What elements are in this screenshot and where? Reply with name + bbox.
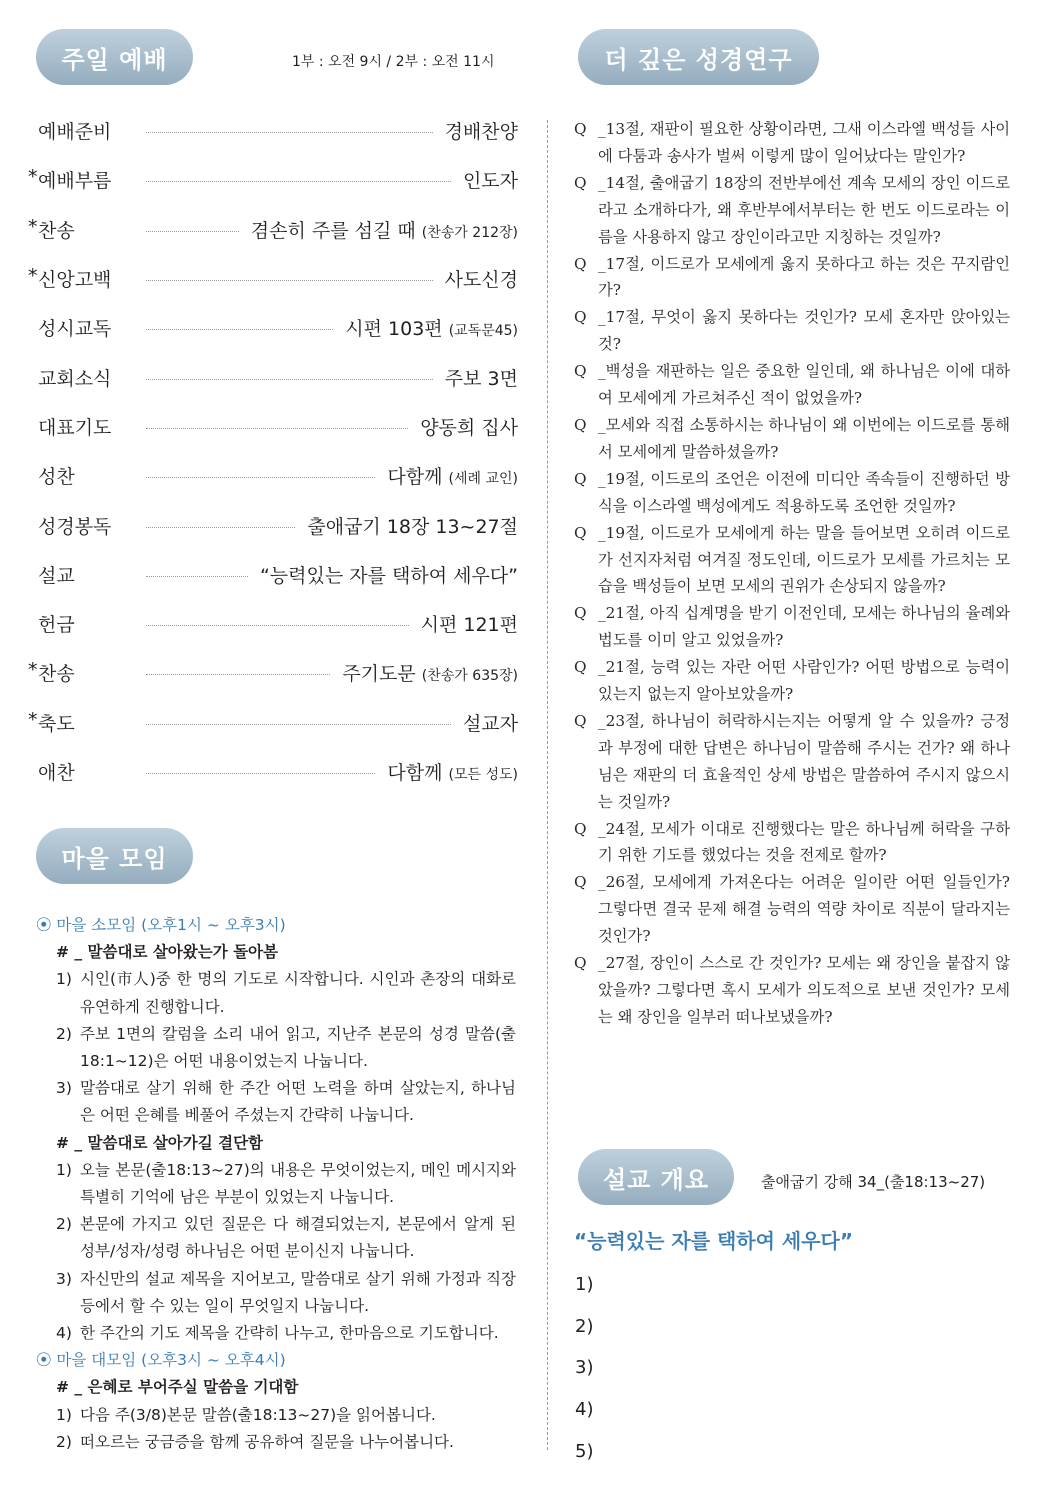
order-row <box>28 648 518 697</box>
large-meeting-items <box>36 1402 516 1456</box>
study-question <box>574 520 1010 601</box>
dotted-leader <box>146 280 433 281</box>
order-value-text: “능력있는 자를 택하여 세우다” <box>259 564 518 587</box>
question-text: _19절, 이드로의 조언은 이전에 미디안 족속들이 진행하던 방식을 이스라엘 백성에게도 적용하도록 조언한 것일까? <box>598 469 1010 515</box>
small-meeting-groups <box>36 939 516 1347</box>
question-text: _17절, 무엇이 옳지 못하다는 것인가? 모세 혼자만 앉아있는 것? <box>598 308 1010 354</box>
order-label <box>28 265 134 292</box>
question-text: _23절, 하나님이 허락하시는지는 어떻게 알 수 있을까? 긍정과 부정에 대한 답변은 하나님이 말씀해 주시는 건가? 왜 하나님은 재판의 더 효율적인 상세 방법은 말씀하여 주시지 않으시는 것일까? <box>598 711 1010 811</box>
list-item-number: 2) <box>56 1215 72 1234</box>
order-row <box>28 155 518 204</box>
order-value-text: 양동희 집사 <box>420 416 518 439</box>
sermon-headline: “능력있는 자를 택하여 세우다” <box>574 1229 854 1253</box>
order-label <box>28 166 134 193</box>
order-row <box>28 599 518 648</box>
order-label-text: 애찬 <box>38 762 75 784</box>
list-item-number: 3) <box>56 1079 72 1098</box>
order-row <box>28 254 518 303</box>
question-mark: Q <box>574 873 587 892</box>
order-label-text: 신앙고백 <box>38 269 112 292</box>
question-text: _21절, 아직 십계명을 받기 이전인데, 모세는 하나님의 율례와 법도를 이미 알고 있었을까? <box>598 604 1010 650</box>
column-divider <box>547 120 548 1450</box>
small-meeting-subheading: # _ 말씀대로 살아왔는가 돌아봄 <box>56 943 278 962</box>
order-value <box>420 413 518 440</box>
order-label <box>28 364 134 391</box>
order-row <box>28 500 518 549</box>
list-item-number: 2) <box>56 1432 72 1451</box>
order-label <box>28 462 134 489</box>
order-value-text: 겸손히 주를 섬길 때 <box>250 219 416 242</box>
study-section-title: 더 깊은 성경연구 <box>578 29 819 85</box>
study-question <box>574 358 1010 412</box>
order-row <box>28 747 518 796</box>
dotted-leader <box>146 527 295 528</box>
dotted-leader <box>146 576 248 577</box>
order-value <box>307 512 518 539</box>
sermon-section-title: 설교 개요 <box>578 1149 734 1205</box>
order-value-text: 인도자 <box>462 170 518 193</box>
dotted-leader <box>146 132 433 133</box>
order-value <box>251 216 518 243</box>
question-text: _백성을 재판하는 일은 중요한 일인데, 왜 하나님은 이에 대하여 모세에게 가르쳐주신 적이 없었을까? <box>598 362 1010 408</box>
required-star: * <box>28 659 38 682</box>
order-label-text: 성찬 <box>38 466 75 489</box>
study-question <box>574 708 1010 816</box>
study-question <box>574 600 1010 654</box>
dotted-leader <box>146 181 451 182</box>
order-row <box>28 451 518 500</box>
question-mark: Q <box>574 523 587 542</box>
order-label-text: 축도 <box>38 712 75 735</box>
dotted-leader <box>146 724 451 725</box>
study-question <box>574 116 1010 170</box>
required-star: * <box>28 166 38 189</box>
order-value <box>445 265 518 292</box>
outline-point: 1) <box>575 1274 594 1296</box>
question-mark: Q <box>574 254 587 273</box>
question-mark: Q <box>574 173 587 192</box>
order-value-text: 시편 121편 <box>420 614 518 637</box>
required-star: * <box>28 708 38 731</box>
list-item-number: 1) <box>56 970 72 989</box>
order-of-service <box>28 106 518 796</box>
order-value <box>345 314 518 341</box>
order-value <box>387 758 518 785</box>
question-text: _14절, 출애굽기 18장의 전반부에선 계속 모세의 장인 이드로라고 소개하다가, 왜 후반부에서부터는 한 번도 이드로라는 이름을 사용하지 않고 장인이라고만 지칭하는 것일까? <box>598 173 1010 246</box>
order-value <box>421 610 518 637</box>
order-label-text: 찬송 <box>38 219 75 242</box>
list-item-text: 다음 주(3/8)본문 말씀(출18:13~27)을 읽어봅니다. <box>80 1405 436 1424</box>
order-row <box>28 698 518 747</box>
dotted-leader <box>146 428 408 429</box>
order-value-text: 다함께 <box>387 762 443 784</box>
order-row <box>28 106 518 155</box>
study-questions <box>574 116 1010 1031</box>
list-item <box>36 1021 516 1075</box>
study-question <box>574 654 1010 708</box>
worship-section-title: 주일 예배 <box>36 29 193 85</box>
order-label-text: 성시교독 <box>38 318 112 341</box>
outline-point: 2) <box>575 1315 594 1337</box>
small-meeting-subheading: # _ 말씀대로 살아가길 결단함 <box>56 1133 264 1152</box>
list-item-number: 1) <box>56 1160 72 1179</box>
question-mark: Q <box>574 658 587 677</box>
order-value-text: 시편 103편 <box>345 318 443 341</box>
dotted-leader <box>146 773 375 774</box>
order-value <box>260 561 518 588</box>
order-label-text: 헌금 <box>38 614 75 637</box>
list-item <box>36 966 516 1020</box>
sermon-outline <box>575 1264 593 1472</box>
service-times: 1부 : 오전 9시 / 2부 : 오전 11시 <box>292 54 495 70</box>
order-value-note: (찬송가 212장) <box>421 224 518 241</box>
order-label-text: 성경봉독 <box>38 515 112 538</box>
outline-point: 5) <box>575 1440 594 1462</box>
order-value-text: 사도신경 <box>444 269 518 292</box>
question-text: _모세와 직접 소통하시는 하나님이 왜 이번에는 이드로를 통해서 모세에게 말씀하셨을까? <box>598 415 1010 461</box>
dotted-leader <box>146 674 330 675</box>
order-label <box>28 413 134 440</box>
sermon-reference: 출애굽기 강해 34_(출18:13~27) <box>761 1173 986 1191</box>
order-value <box>342 659 518 686</box>
question-mark: Q <box>574 120 587 138</box>
order-value <box>463 709 518 736</box>
question-mark: Q <box>574 604 587 623</box>
order-value-text: 다함께 <box>387 466 443 489</box>
study-question <box>574 304 1010 358</box>
question-text: _13절, 재판이 필요한 상황이라면, 그새 이스라엘 백성들 사이에 다툼과 송사가 벌써 이렇게 많이 일어났다는 말인가? <box>598 120 1010 165</box>
order-value-note: (모든 성도) <box>448 767 518 783</box>
study-question <box>574 816 1010 870</box>
question-mark: Q <box>574 954 587 973</box>
required-star: * <box>28 265 38 288</box>
order-value-note: (찬송가 635장) <box>421 668 518 685</box>
list-item-number: 4) <box>56 1324 72 1343</box>
dotted-leader <box>146 625 409 626</box>
order-label-text: 대표기도 <box>38 416 112 439</box>
list-item-text: 주보 1면의 칼럼을 소리 내어 읽고, 지난주 본문의 성경 말씀(출18:1~12)은 어떤 내용이었는지 나눕니다. <box>80 1024 516 1071</box>
order-row <box>28 205 518 254</box>
list-item <box>36 1320 516 1347</box>
question-mark: Q <box>574 819 587 838</box>
order-value-text: 주기도문 <box>342 663 416 686</box>
study-question <box>574 466 1010 520</box>
question-text: _26절, 모세에게 가져온다는 어려운 일이란 어떤 일들인가? 그렇다면 결국 문제 해결 능력의 역량 차이로 직분이 달라지는 것인가? <box>598 873 1010 946</box>
order-label <box>28 512 134 539</box>
question-mark: Q <box>574 362 587 381</box>
dotted-leader <box>146 477 375 478</box>
large-meeting-heading: ⦿ 마을 대모임 (오후3시 ~ 오후4시) <box>36 1351 286 1370</box>
order-value-note: (세례 교인) <box>448 471 518 488</box>
order-row <box>28 550 518 599</box>
order-value <box>445 117 518 144</box>
order-label-text: 예배준비 <box>38 121 112 144</box>
list-item-text: 시인(市人)중 한 명의 기도로 시작합니다. 시인과 촌장의 대화로 유연하게 진행합니다. <box>80 970 516 1016</box>
outline-point: 4) <box>575 1399 594 1421</box>
question-text: _21절, 능력 있는 자란 어떤 사람인가? 어떤 방법으로 능력이 있는지 없는지 알아보았을까? <box>598 658 1010 704</box>
list-item-text: 자신만의 설교 제목을 지어보고, 말씀대로 살기 위해 가정과 직장 등에서 할 수 있는 일이 무엇일지 나눕니다. <box>80 1269 516 1315</box>
question-text: _19절, 이드로가 모세에게 하는 말을 들어보면 오히려 이드로가 선지자처럼 여겨질 정도인데, 이드로가 모세를 가르치는 모습을 백성들이 보면 모세의 권위가 손상되지 않을까? <box>598 523 1010 596</box>
list-item <box>36 1211 516 1265</box>
order-label <box>28 561 134 588</box>
list-item-number: 3) <box>56 1269 72 1288</box>
study-question <box>574 170 1010 251</box>
order-row <box>28 352 518 401</box>
outline-point: 3) <box>575 1357 594 1379</box>
order-label-text: 설교 <box>38 564 75 587</box>
order-label <box>28 758 134 785</box>
order-row <box>28 402 518 451</box>
study-question <box>574 251 1010 305</box>
order-label-text: 예배부름 <box>38 170 112 193</box>
dotted-leader <box>146 379 433 380</box>
question-mark: Q <box>574 711 587 730</box>
list-item-text: 말씀대로 살기 위해 한 주간 어떤 노력을 하며 살았는지, 하나님은 어떤 은혜를 베풀어 주셨는지 간략히 나눕니다. <box>80 1079 516 1125</box>
study-question <box>574 412 1010 466</box>
village-meeting-content <box>36 912 516 1456</box>
list-item <box>36 1157 516 1211</box>
order-label <box>28 314 134 341</box>
order-value-text: 출애굽기 18장 13~27절 <box>307 515 518 538</box>
list-item-number: 1) <box>56 1405 72 1424</box>
order-label <box>28 117 134 144</box>
list-item <box>36 1402 516 1429</box>
order-label-text: 교회소식 <box>38 367 112 390</box>
order-label <box>28 216 134 243</box>
order-value-note: (교독문45) <box>448 323 518 340</box>
question-text: _27절, 장인이 스스로 간 것인가? 모세는 왜 장인을 붙잡지 않았을까? 그렇다면 혹시 모세가 의도적으로 보낸 것인가? 모세는 왜 장인을 일부러 떠나보냈을까? <box>598 954 1010 1026</box>
study-question <box>574 950 1010 1031</box>
small-meeting-heading: ⦿ 마을 소모임 (오후1시 ~ 오후3시) <box>36 916 286 934</box>
list-item <box>36 1075 516 1129</box>
list-item-text: 떠오르는 궁금증을 함께 공유하여 질문을 나누어봅니다. <box>80 1432 454 1451</box>
order-value-text: 주보 3면 <box>444 367 518 390</box>
dotted-leader <box>146 329 333 330</box>
question-text: _24절, 모세가 이대로 진행했다는 말은 하나님께 허락을 구하기 위한 기도를 했었다는 것을 전제로 할까? <box>598 819 1010 865</box>
list-item-number: 2) <box>56 1024 72 1043</box>
order-value-text: 설교자 <box>462 712 518 735</box>
large-meeting-subheading: # _ 은혜로 부어주실 말씀을 기대함 <box>56 1378 299 1397</box>
order-label-text: 찬송 <box>38 663 75 686</box>
order-value <box>445 364 518 391</box>
list-item <box>36 1429 516 1456</box>
list-item <box>36 1266 516 1320</box>
question-text: _17절, 이드로가 모세에게 옳지 못하다고 하는 것은 꾸지람인가? <box>598 254 1010 300</box>
order-label <box>28 709 134 736</box>
village-section-title: 마을 모임 <box>36 828 193 884</box>
order-value-text: 경배찬양 <box>444 121 518 144</box>
question-mark: Q <box>574 415 587 434</box>
required-star: * <box>28 215 38 238</box>
order-value <box>387 462 518 489</box>
list-item-text: 본문에 가지고 있던 질문은 다 해결되었는지, 본문에서 알게 된 성부/성자/성령 하나님은 어떤 분이신지 나눕니다. <box>80 1215 516 1261</box>
order-label <box>28 610 134 637</box>
order-row <box>28 303 518 352</box>
list-item-text: 오늘 본문(출18:13~27)의 내용은 무엇이었는지, 메인 메시지와 특별히 기억에 남은 부분이 있었는지 나눕니다. <box>80 1160 516 1207</box>
question-mark: Q <box>574 308 587 327</box>
order-label <box>28 659 134 686</box>
question-mark: Q <box>574 469 587 488</box>
order-value <box>463 166 518 193</box>
list-item-text: 한 주간의 기도 제목을 간략히 나누고, 한마음으로 기도합니다. <box>80 1324 499 1343</box>
study-question <box>574 869 1010 950</box>
dotted-leader <box>146 231 239 232</box>
